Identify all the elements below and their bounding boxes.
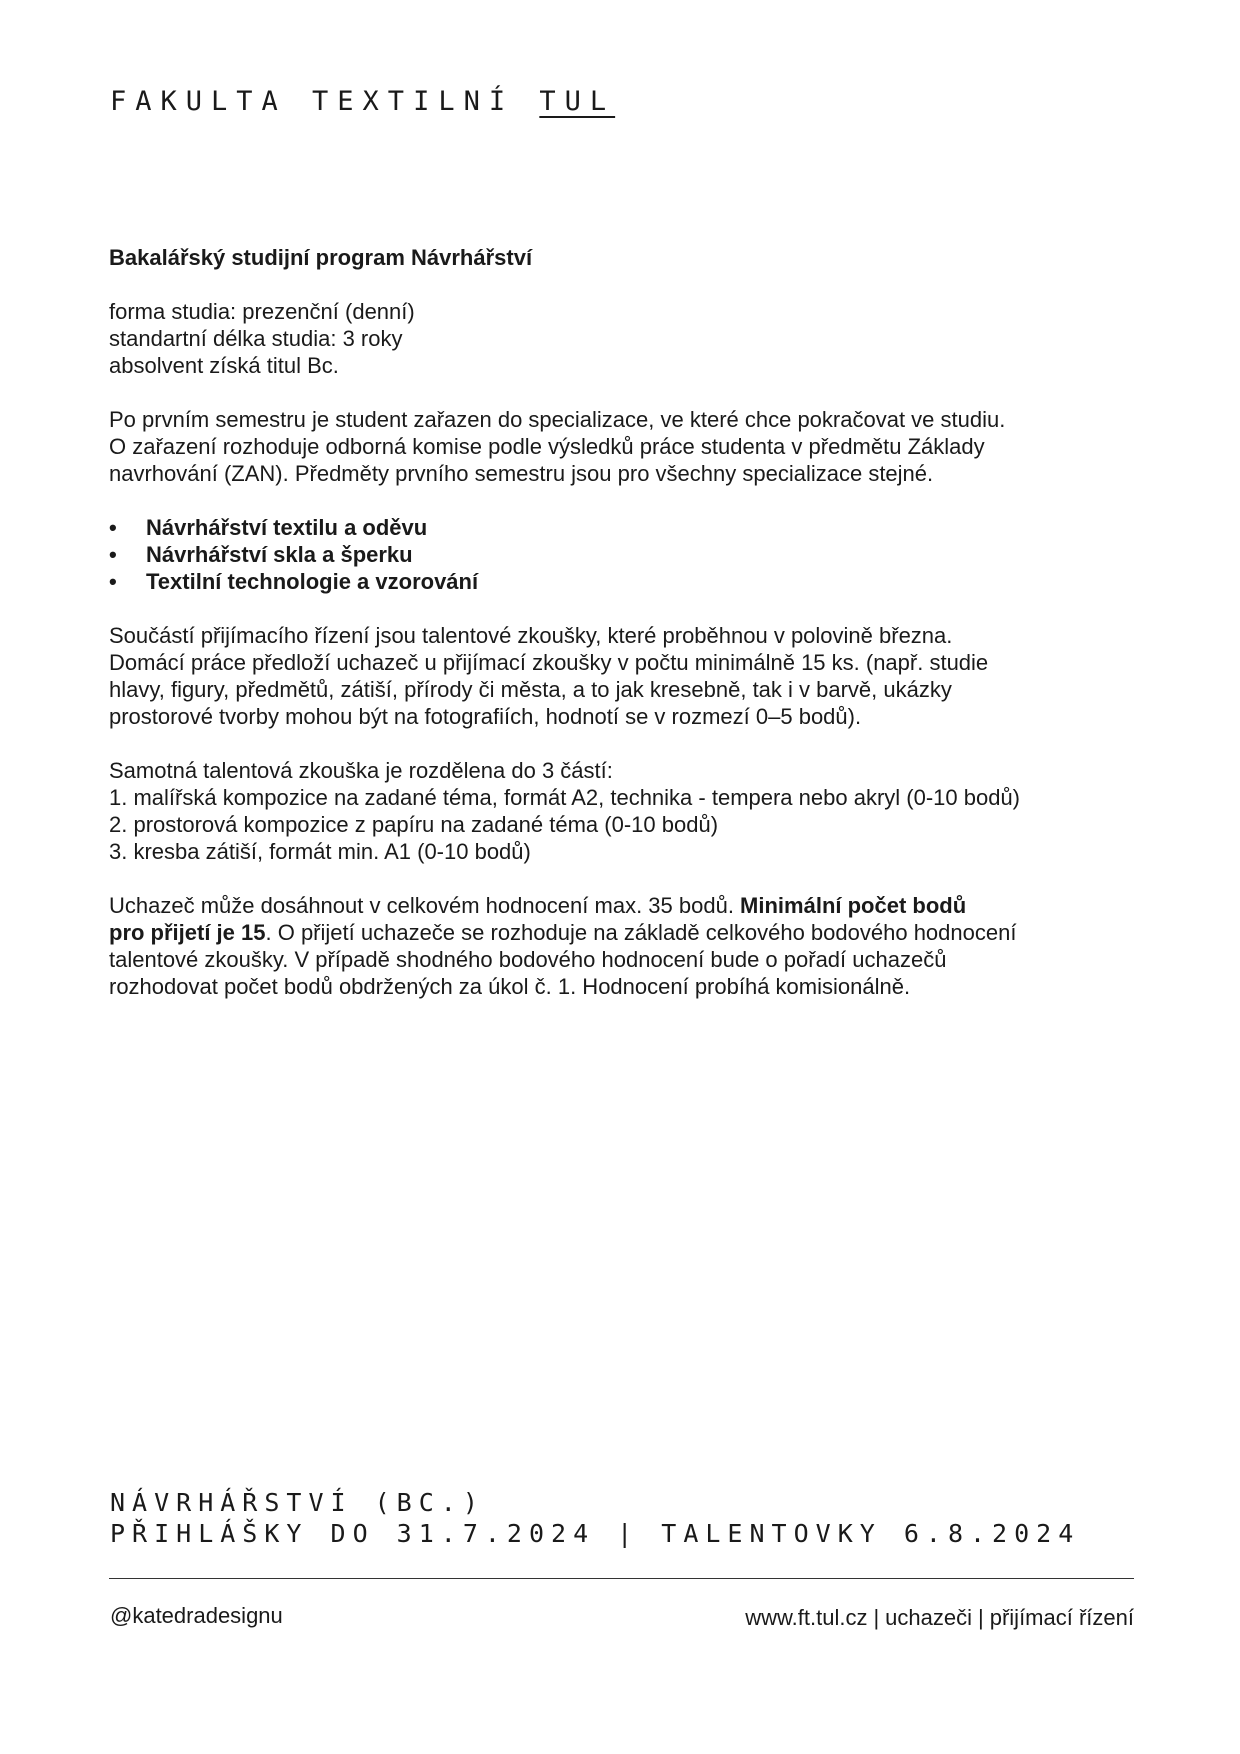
exam-parts [109,757,1139,865]
text-line: Součástí přijímacího řízení jsou talentové zkoušky, které proběhnou v polovině března. [109,623,953,648]
text-line: Domácí práce předloží uchazeč u přijímací zkoušky v počtu minimálně 15 ks. (např. studie [109,650,989,675]
logo-text: FAKULTA TEXTILNÍ [110,86,540,117]
scoring-text: . O přijetí uchazeče se rozhoduje na základě celkového bodového hodnocení [265,920,1017,945]
exam-part-3: 3. kresba zátiší, formát min. A1 (0-10 bodů) [109,839,531,864]
program-title: Bakalářský studijní program Návrhářství [109,245,533,270]
fact-study-length: standartní délka studia: 3 roky [109,326,403,351]
footer-divider [109,1578,1134,1579]
fact-degree: absolvent získá titul Bc. [109,353,339,378]
instagram-handle[interactable]: @katedradesignu [110,1603,283,1628]
exam-part-1: 1. malířská kompozice na zadané téma, formát A2, technika - tempera nebo akryl (0-10 bodů) [109,785,1021,810]
footer-program-name: NÁVRHÁŘSTVÍ (BC.) [110,1488,485,1517]
list-item [109,568,1139,595]
text-line: navrhování (ZAN). Předměty prvního semestru jsou pro všechny specializace stejné. [109,461,934,486]
link-separator: | [978,1605,984,1630]
exam-intro [109,622,1139,730]
list-item [109,514,1139,541]
faculty-logo [110,86,615,117]
link-separator: | [873,1605,880,1630]
applicants-link[interactable]: uchazeči [885,1605,973,1630]
text-line: O zařazení rozhoduje odborná komise podle výsledků práce studenta v předmětu Základy [109,434,985,459]
text-line [109,919,1139,946]
scoring-paragraph [109,892,1139,1000]
admission-link[interactable]: přijímací řízení [989,1605,1134,1630]
program-intro [109,406,1139,487]
text-line: prostorové tvorby mohou být na fotografiích, hodnotí se v rozmezí 0–5 bodů). [109,704,862,729]
bullet-icon: • [109,542,117,567]
list-item [109,541,1139,568]
text-line: rozhodovat počet bodů obdržených za úkol č. 1. Hodnocení probíhá komisionálně. [109,974,911,999]
bullet-icon: • [109,515,117,540]
website-link[interactable]: www.ft.tul.cz [745,1605,868,1630]
logo-tul: TUL [539,86,616,117]
footer-headline [110,1487,1080,1549]
text-line [109,892,1139,919]
program-facts [109,298,1139,379]
fact-study-form: forma studia: prezenční (denní) [109,299,415,324]
specialization-label: Textilní technologie a vzorování [146,569,479,594]
scoring-text: Uchazeč může dosáhnout v celkovém hodnocení max. 35 bodů. [109,893,741,918]
scoring-emphasis: pro přijetí je 15 [109,920,266,945]
text-line: Samotná talentová zkouška je rozdělena do 3 částí: [109,758,613,783]
bullet-icon: • [109,569,117,594]
text-line: hlavy, figury, předmětů, zátiší, přírody či města, a to jak kresebně, tak i v barvě, ukázky [109,677,952,702]
footer-dates: PŘIHLÁŠKY DO 31.7.2024 | TALENTOVKY 6.8.2024 [110,1519,1081,1548]
specialization-label: Návrhářství skla a šperku [146,542,413,567]
footer-links [745,1605,1134,1631]
program-content [109,244,1139,1027]
specialization-label: Návrhářství textilu a oděvu [146,515,428,540]
text-line: talentové zkoušky. V případě shodného bodového hodnocení bude o pořadí uchazečů [109,947,947,972]
exam-part-2: 2. prostorová kompozice z papíru na zadané téma (0-10 bodů) [109,812,719,837]
text-line: Po prvním semestru je student zařazen do specializace, ve které chce pokračovat ve studiu. [109,407,1006,432]
scoring-emphasis: Minimální počet bodů [740,893,967,918]
specializations-list [109,514,1139,595]
